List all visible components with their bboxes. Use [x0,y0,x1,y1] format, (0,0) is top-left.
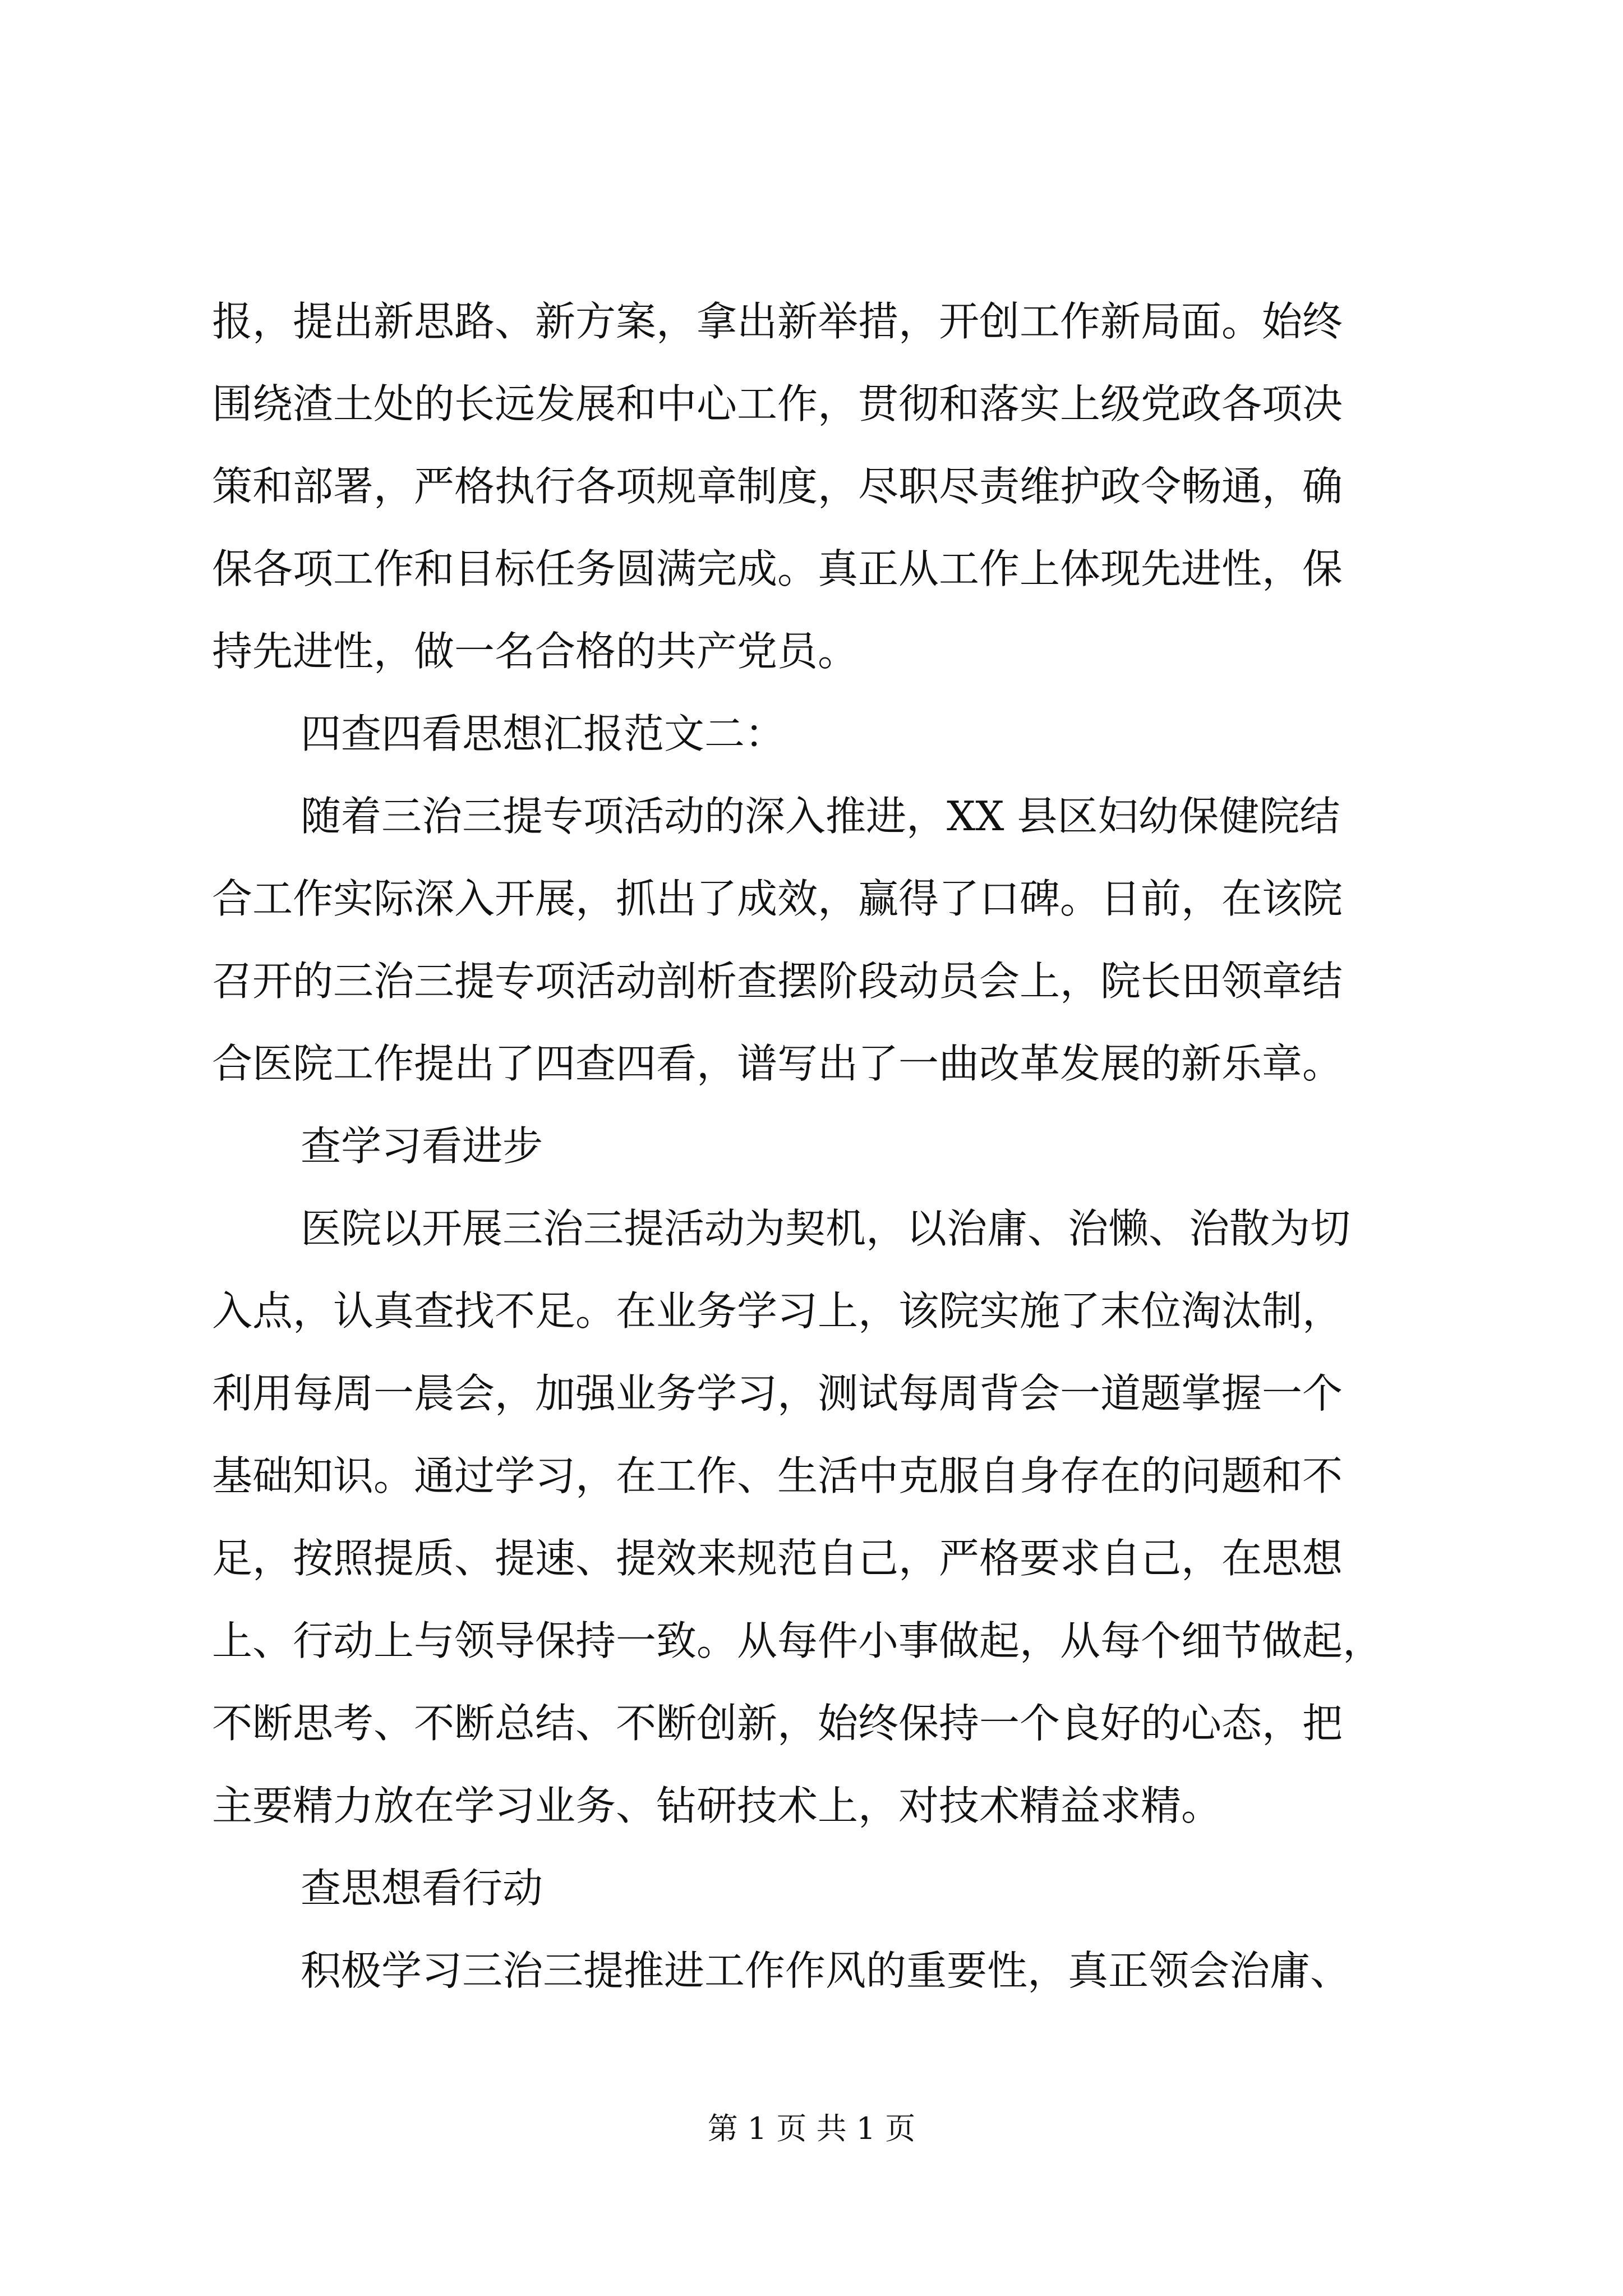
body-line: 围绕渣土处的长远发展和中心工作，贯彻和落实上级党政各项决 [212,380,1343,427]
paragraph-first-line: 医院以开展三治三提活动为契机，以治庸、治懒、治散为切 [301,1205,1351,1252]
subheading: 查思想看行动 [301,1865,543,1912]
body-line: 策和部署，严格执行各项规章制度，尽职尽责维护政令畅通，确 [212,463,1343,510]
body-line: 基础知识。通过学习，在工作、生活中克服自身存在的问题和不 [212,1452,1343,1499]
subheading: 查学习看进步 [301,1122,543,1170]
body-line: 保各项工作和目标任务圆满完成。真正从工作上体现先进性，保 [212,545,1343,592]
body-line: 主要精力放在学习业务、钻研技术上，对技术精益求精。 [212,1782,1222,1829]
body-line: 合工作实际深入开展，抓出了成效，赢得了口碑。日前，在该院 [212,875,1343,922]
paragraph-first-line: 积极学习三治三提推进工作作风的重要性，真正领会治庸、 [301,1947,1351,1994]
body-line: 上、行动上与领导保持一致。从每件小事做起，从每个细节做起， [212,1617,1384,1664]
paragraph-first-line: 随着三治三提专项活动的深入推进，XX 县区妇幼保健院结 [301,793,1340,840]
section-heading: 四查四看思想汇报范文二： [301,710,786,757]
document-body [212,280,1418,2012]
body-line: 合医院工作提出了四查四看，谱写出了一曲改革发展的新乐章。 [212,1040,1343,1087]
body-line: 不断思考、不断总结、不断创新，始终保持一个良好的心态，把 [212,1700,1343,1747]
body-line: 入点，认真查找不足。在业务学习上，该院实施了末位淘汰制， [212,1287,1343,1335]
body-line: 报，提出新思路、新方案，拿出新举措，开创工作新局面。始终 [212,298,1343,345]
body-line: 利用每周一晨会，加强业务学习，测试每周背会一道题掌握一个 [212,1370,1343,1417]
body-line: 召开的三治三提专项活动剖析查摆阶段动员会上，院长田领章结 [212,958,1343,1005]
page-footer: 第 1 页 共 1 页 [707,2111,916,2146]
body-line: 持先进性，做一名合格的共产党员。 [212,628,859,675]
body-line: 足，按照提质、提速、提效来规范自己，严格要求自己，在思想 [212,1535,1343,1582]
